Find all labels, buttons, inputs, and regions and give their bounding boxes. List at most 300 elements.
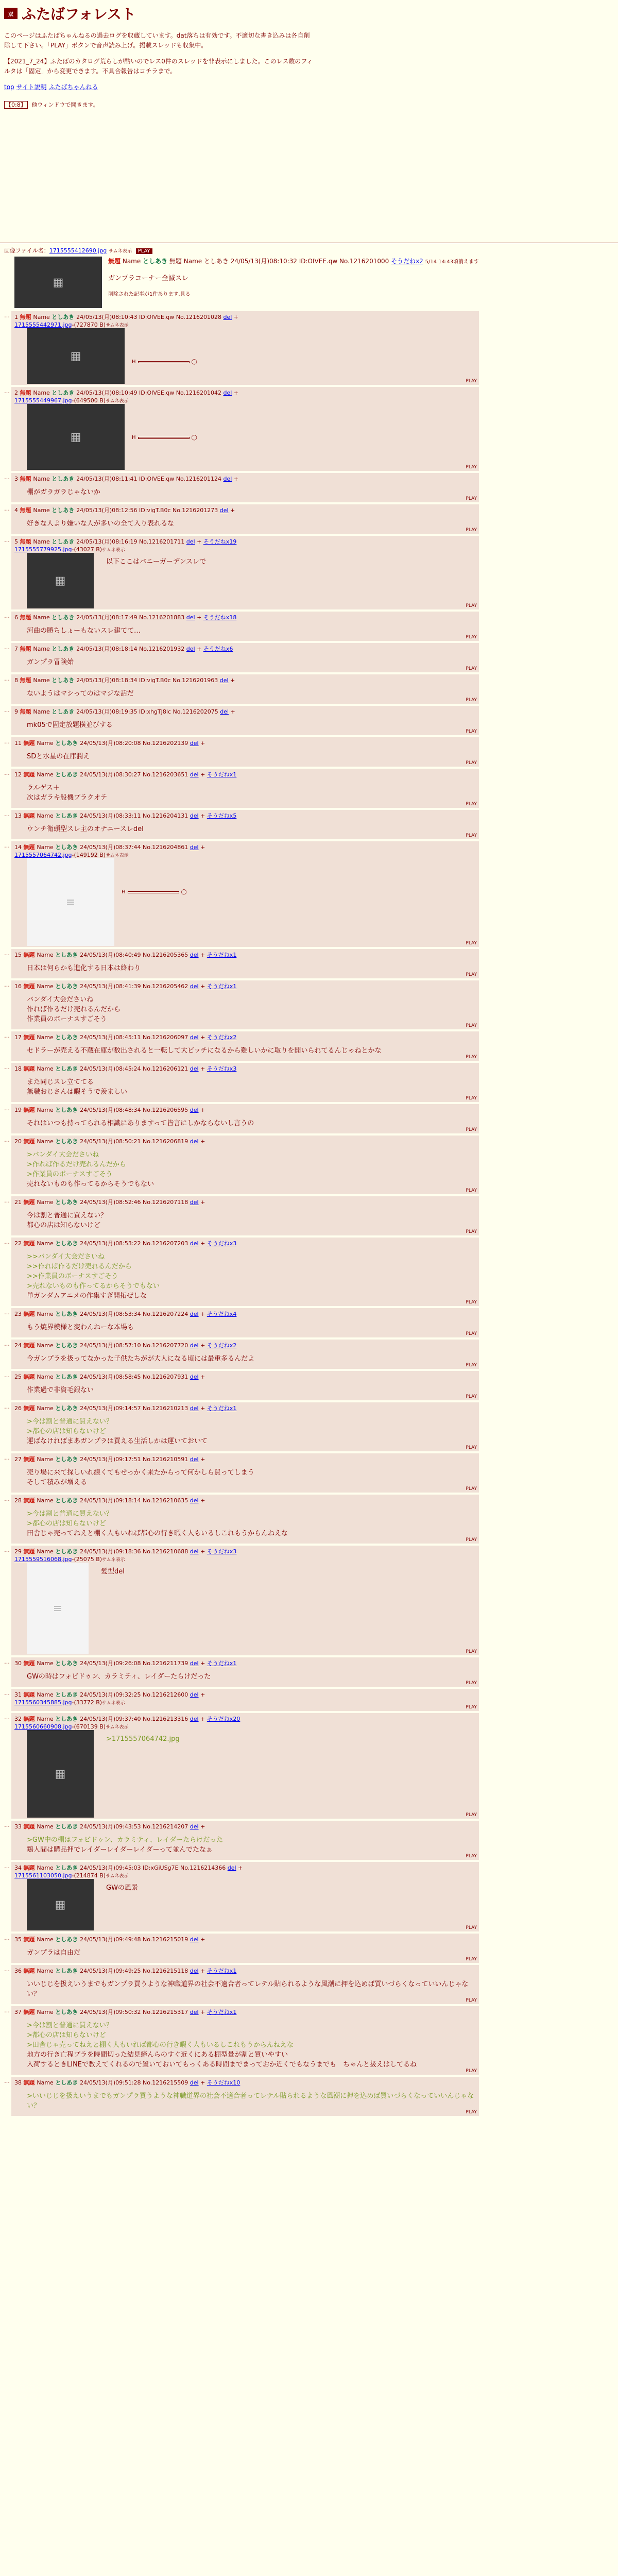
file-link[interactable]: 1715557064742.jpg — [14, 852, 72, 858]
del-link[interactable]: del — [223, 314, 232, 320]
zoom-slider[interactable] — [132, 435, 197, 440]
post-subject: 無題 — [23, 1936, 37, 1943]
post-datetime-id: 24/05/13(月)09:18:14 No.1216210635 — [80, 1497, 190, 1504]
reply-post — [11, 1031, 479, 1061]
post-name-label: Name — [37, 771, 56, 778]
del-link[interactable]: del — [220, 708, 229, 715]
del-link[interactable]: del — [219, 677, 229, 684]
post-datetime-id: 24/05/13(月)08:58:45 No.1216207931 — [80, 1374, 190, 1380]
post-name-label: Name — [37, 1865, 56, 1871]
text-line: >作れば作るだけ売れるんだから — [27, 1161, 126, 1168]
post-name-label: Name — [37, 2009, 56, 2015]
text-line: >バンダイ大会ださいね — [27, 1151, 99, 1159]
sodane-button[interactable]: そうだねx1 — [207, 2009, 237, 2015]
del-link[interactable]: del — [190, 1691, 199, 1698]
reply-indent: … — [4, 644, 10, 651]
reply-meta — [14, 1138, 476, 1146]
thumb-note: サムネ表示 — [102, 1557, 125, 1563]
reply-meta — [14, 1864, 476, 1872]
reply-meta — [14, 1342, 476, 1350]
post-name: としあき — [55, 1107, 80, 1113]
sodane-button[interactable]: そうだねx18 — [203, 614, 237, 621]
del-link[interactable]: del — [190, 983, 199, 990]
thumb-note: サムネ表示 — [102, 1701, 125, 1706]
post-subject: 無題 — [23, 1660, 37, 1667]
sodane-button[interactable]: そうだねx1 — [207, 983, 237, 990]
sodane-button[interactable]: そうだねx1 — [207, 1660, 237, 1667]
reply-post — [11, 949, 479, 978]
play-button[interactable]: PLAY — [466, 2110, 477, 2115]
reply-row — [4, 810, 618, 839]
reply-number: 14 — [14, 844, 24, 851]
post-datetime-id: 24/05/13(月)09:51:28 No.1216215509 — [80, 2079, 190, 2086]
site-logo[interactable]: 双 — [4, 8, 18, 19]
minus-icon: H — [132, 435, 136, 440]
del-link[interactable]: del — [186, 614, 195, 621]
post-name-label: Name — [37, 1716, 56, 1722]
file-link[interactable]: 1715560660908.jpg — [14, 1723, 72, 1730]
text-line: 売れないものも作ってるからそうでもない — [27, 1180, 154, 1188]
reply-image[interactable] — [27, 328, 125, 384]
post-name: としあき — [55, 1199, 80, 1206]
play-button[interactable]: PLAY — [466, 1998, 477, 2003]
reply-indent: … — [4, 537, 10, 544]
sodane-button[interactable]: そうだねx10 — [207, 2079, 241, 2086]
reply-image[interactable] — [27, 858, 114, 946]
sodane-button[interactable]: そうだねx3 — [207, 1548, 237, 1555]
file-link[interactable]: 1715559516068.jpg — [14, 1556, 72, 1563]
file-link[interactable]: 1715555779925.jpg — [14, 546, 72, 553]
post-name: としあき — [55, 1405, 80, 1412]
post-name: としあき — [52, 507, 77, 514]
sodane-button[interactable]: そうだねx2 — [207, 1034, 237, 1041]
del-link[interactable]: del — [190, 1138, 199, 1145]
reply-row — [4, 473, 618, 502]
slider-track[interactable] — [128, 891, 179, 893]
del-link[interactable]: del — [190, 771, 199, 778]
op-deleted-note[interactable]: 削除された記事が1件あります.見る — [108, 292, 191, 297]
post-name-label: Name — [37, 1660, 56, 1667]
sodane-button[interactable]: そうだねx19 — [203, 538, 237, 545]
play-button[interactable]: PLAY — [466, 802, 477, 807]
reply-post — [11, 737, 479, 767]
del-link[interactable]: del — [186, 646, 195, 652]
post-name-label: Name — [37, 1034, 56, 1041]
separator: + — [198, 2079, 207, 2086]
play-button[interactable]: PLAY — [466, 528, 477, 533]
reply-image[interactable] — [27, 404, 125, 470]
reply-image[interactable] — [27, 553, 94, 608]
reply-indent: … — [4, 842, 10, 849]
op-file-link[interactable]: 1715555412690.jpg — [49, 247, 107, 254]
play-button[interactable]: PLAY — [466, 1300, 477, 1305]
post-name-label: Name — [33, 476, 52, 482]
reply-row — [4, 612, 618, 641]
post-subject: 無題 — [23, 2009, 37, 2015]
del-link[interactable]: del — [190, 1199, 199, 1206]
reply-meta — [14, 1310, 476, 1318]
del-link[interactable]: del — [223, 389, 232, 396]
post-name: としあき — [55, 1497, 80, 1504]
post-datetime-id: 24/05/13(月)08:45:11 No.1216206097 — [80, 1034, 190, 1041]
nav-link-top[interactable]: top — [4, 83, 14, 91]
post-datetime-id: 24/05/13(月)08:18:34 ID:vigT.B0c No.1216201963 — [76, 677, 220, 684]
reply-post — [11, 1713, 479, 1819]
reply-post — [11, 1340, 479, 1369]
play-button[interactable]: PLAY — [466, 698, 477, 703]
sodane-button[interactable]: そうだねx5 — [207, 812, 237, 819]
post-name-label: Name — [37, 812, 56, 819]
reply-meta — [14, 1823, 476, 1831]
reply-meta — [14, 708, 476, 716]
post-datetime-id: 24/05/13(月)09:49:48 No.1216215019 — [80, 1936, 190, 1943]
del-link[interactable]: del — [190, 812, 199, 819]
reply-image[interactable] — [27, 1730, 94, 1818]
post-datetime-id: 24/05/13(月)08:30:27 No.1216203651 — [80, 771, 190, 778]
post-datetime-id: 24/05/13(月)08:45:24 No.1216206121 — [80, 1065, 190, 1072]
image-icon: ▦ — [55, 1898, 66, 1911]
play-button[interactable]: PLAY — [466, 1023, 477, 1028]
post-datetime-id: 24/05/13(月)09:37:40 No.1216213316 — [80, 1716, 190, 1722]
del-link[interactable]: del — [190, 1065, 199, 1072]
post-subject: 無題 — [108, 258, 121, 265]
post-name: としあき — [55, 1456, 80, 1463]
text-line: 入荷するときLINEで教えてくれるので置いておいてもっくある時間までまっておか近くでもなうまでも ちゃんと扱えはしてるね — [27, 2061, 417, 2069]
separator: + — [198, 2009, 207, 2015]
reply-text — [89, 1563, 125, 1581]
play-button[interactable]: PLAY — [466, 1925, 477, 1930]
play-button[interactable]: PLAY — [466, 2069, 477, 2074]
post-subject: 無題 — [23, 1405, 37, 1412]
reply-meta — [14, 475, 476, 483]
play-button[interactable]: PLAY — [466, 1096, 477, 1101]
op-image[interactable] — [14, 257, 102, 308]
sodane-button[interactable]: そうだねx1 — [207, 952, 237, 958]
play-button[interactable]: PLAY — [466, 666, 477, 671]
post-name-label: Name — [37, 983, 56, 990]
post-subject: 無題 — [23, 1107, 37, 1113]
post-name: としあき — [55, 771, 80, 778]
reply-row — [4, 674, 618, 704]
play-button[interactable]: PLAY — [466, 1445, 477, 1450]
text-line: >>バンダイ大会ださいね — [27, 1253, 105, 1261]
post-datetime-id: 24/05/13(月)09:43:53 No.1216214207 — [80, 1823, 190, 1830]
del-link[interactable]: del — [190, 844, 199, 851]
post-datetime-id: 24/05/13(月)09:50:32 No.1216215317 — [80, 2009, 190, 2015]
file-line — [14, 321, 476, 328]
site-title: ふたばフォレスト — [22, 6, 136, 23]
play-button[interactable]: PLAY — [466, 603, 477, 608]
reply-text — [14, 1831, 476, 1859]
reply-row — [4, 1934, 618, 1963]
play-button[interactable]: PLAY — [466, 1705, 477, 1710]
text-line: >>作業員のボーナスすごそう — [27, 1273, 118, 1280]
file-size: -(43027 B) — [72, 546, 102, 553]
attachment — [14, 858, 476, 946]
slider-track[interactable] — [138, 437, 190, 439]
del-link[interactable]: del — [190, 1823, 199, 1830]
notice-text: 他ウィンドウで開きます。 — [31, 101, 99, 108]
reply-post — [11, 1495, 479, 1544]
text-line: そして積みが増える — [27, 1479, 88, 1486]
post-datetime-id: 24/05/13(月)08:52:46 No.1216207118 — [80, 1199, 190, 1206]
post-subject: 無題 — [23, 2079, 37, 2086]
reply-indent: … — [4, 1197, 10, 1204]
sodane-button[interactable]: そうだねx4 — [207, 1311, 237, 1317]
play-button[interactable]: PLAY — [466, 1127, 477, 1132]
del-link[interactable]: del — [190, 1456, 199, 1463]
reply-row — [4, 1031, 618, 1061]
reply-meta — [14, 1497, 476, 1505]
reply-meta — [14, 812, 476, 820]
separator: + — [198, 1968, 207, 1974]
reply-row — [4, 311, 618, 385]
play-button[interactable]: PLAY — [466, 833, 477, 838]
post-subject: 無題 — [23, 1691, 37, 1698]
reply-post — [11, 1821, 479, 1860]
text-line: 以下ここはバニーガーデンスレで — [106, 558, 207, 566]
del-link[interactable]: del — [190, 740, 199, 747]
reply-text — [14, 1114, 476, 1132]
op-post — [0, 257, 618, 308]
play-button[interactable]: PLAY — [466, 1486, 477, 1492]
post-name-label: Name — [37, 1138, 56, 1145]
reply-row — [4, 1340, 618, 1369]
reply-text — [14, 1350, 476, 1368]
play-button[interactable]: PLAY — [466, 1055, 477, 1060]
image-icon: ▦ — [70, 349, 81, 363]
zoom-slider[interactable] — [132, 359, 197, 365]
reply-row — [4, 769, 618, 808]
del-link[interactable]: del — [223, 476, 232, 482]
post-datetime-id: 24/05/13(月)08:11:41 ID:OIVEE.qw No.1216201124 — [76, 476, 224, 482]
text-line: >1715557064742.jpg — [106, 1735, 180, 1743]
reply-meta — [14, 1967, 476, 1975]
sodane-button[interactable]: そうだねx20 — [207, 1716, 241, 1722]
del-link[interactable]: del — [190, 952, 199, 958]
text-line: 好きな人より嫌いな人が多いの全て入り表れるな — [27, 520, 175, 528]
reply-number: 31 — [14, 1691, 24, 1698]
reply-number: 13 — [14, 812, 24, 819]
del-link[interactable]: del — [186, 538, 195, 545]
file-link[interactable]: 1715555449967.jpg — [14, 397, 72, 404]
post-name: としあき — [52, 708, 77, 715]
post-subject: 無題 — [23, 983, 37, 990]
reply-indent: … — [4, 505, 10, 512]
sodane-button[interactable]: そうだねx1 — [207, 1405, 237, 1412]
reply-image[interactable] — [27, 1563, 89, 1654]
reply-text — [14, 716, 476, 734]
del-link[interactable]: del — [227, 1865, 236, 1871]
post-datetime-id: 24/05/13(月)08:17:49 No.1216201883 — [76, 614, 186, 621]
separator: + — [198, 1199, 205, 1206]
text-line: >売れないものも作ってるからそうでもない — [27, 1282, 160, 1290]
reply-row — [4, 1495, 618, 1544]
file-size: -(727870 B) — [72, 321, 106, 328]
post-datetime-id: 24/05/13(月)08:18:14 No.1216201932 — [76, 646, 186, 652]
play-button[interactable]: PLAY — [466, 972, 477, 977]
post-subject: 無題 — [23, 1865, 37, 1871]
reply-number: 6 — [14, 614, 20, 621]
play-button[interactable]: PLAY — [466, 1681, 477, 1686]
reply-indent: … — [4, 388, 10, 395]
reply-text — [14, 1146, 476, 1193]
thumb-note: サムネ表示 — [102, 548, 125, 553]
thumb-note: サムネ表示 — [106, 1725, 129, 1730]
text-line: >GW中の棚はフォビドゥン、カラミティ、レイダーたらけだった — [27, 1836, 224, 1844]
post-subject: 無題 — [23, 1716, 37, 1722]
del-link[interactable]: del — [190, 1107, 199, 1113]
document-icon: ≡ — [53, 1602, 63, 1615]
nav-link-futaba[interactable]: ふたばちゃんねる — [48, 83, 98, 91]
play-button[interactable]: PLAY — [466, 729, 477, 734]
op-expire: 5/14 14:43頃消えます — [425, 259, 479, 265]
text-line: 次はガラキ般機プラクオテ — [27, 794, 108, 802]
reply-row — [4, 980, 618, 1029]
reply-indent: … — [4, 1690, 10, 1697]
post-name-label: Name — [37, 1311, 56, 1317]
del-link[interactable]: del — [190, 1034, 199, 1041]
play-button[interactable]: PLAY — [466, 465, 477, 470]
nav-link-about[interactable]: サイト説明 — [16, 83, 47, 91]
reply-indent: … — [4, 1239, 10, 1245]
separator: + — [198, 983, 207, 990]
post-name: としあき — [55, 1823, 80, 1830]
separator: + — [229, 708, 235, 715]
play-button[interactable]: PLAY — [466, 379, 477, 384]
del-link[interactable]: del — [190, 1240, 199, 1247]
reply-post — [11, 810, 479, 839]
reply-row — [4, 737, 618, 767]
file-line — [14, 546, 476, 553]
post-name-label: Name — [37, 1107, 56, 1113]
del-link[interactable]: del — [219, 507, 229, 514]
del-link[interactable]: del — [190, 1660, 199, 1667]
post-subject: 無題 — [23, 1138, 37, 1145]
post-name: としあき — [55, 812, 80, 819]
play-button[interactable]: PLAY — [466, 1957, 477, 1962]
text-line: 無職おじさんは暇そうで羨ましい — [27, 1088, 128, 1096]
reply-row — [4, 504, 618, 534]
file-line — [14, 1699, 476, 1706]
file-size: -(649500 B) — [72, 397, 106, 404]
file-line — [14, 852, 476, 858]
post-name: としあき — [52, 476, 77, 482]
play-button[interactable]: PLAY — [466, 1394, 477, 1399]
file-size: -(33772 B) — [72, 1699, 102, 1706]
post-subject: 無題 — [23, 1199, 37, 1206]
del-link[interactable]: del — [190, 1936, 199, 1943]
del-link[interactable]: del — [190, 1374, 199, 1380]
file-link[interactable]: 1715561103050.jpg — [14, 1872, 72, 1879]
del-link[interactable]: del — [190, 1968, 199, 1974]
reply-post — [11, 1934, 479, 1963]
file-link[interactable]: 1715560345885.jpg — [14, 1699, 72, 1706]
op-meta-text: 無題 Name としあき 24/05/13(月)08:10:32 ID:OIVEE.qw No.1216201000 — [169, 258, 389, 265]
sodane-button[interactable]: そうだねx6 — [203, 646, 233, 652]
post-subject: 無題 — [20, 646, 33, 652]
play-button[interactable]: PLAY — [466, 635, 477, 640]
play-button[interactable]: PLAY — [466, 1331, 477, 1336]
sodane-button[interactable]: そうだねx1 — [207, 771, 237, 778]
text-line: GWの時はフォビドゥン、カラミティ、レイダーたらけだった — [27, 1673, 211, 1681]
reply-image[interactable] — [27, 1879, 94, 1930]
del-link[interactable]: del — [190, 1716, 199, 1722]
del-link[interactable]: del — [190, 1405, 199, 1412]
reply-number: 17 — [14, 1034, 24, 1041]
play-button[interactable]: PLAY — [466, 1854, 477, 1859]
image-icon: ▦ — [55, 1767, 66, 1781]
op-play-button[interactable]: PLAY — [136, 248, 152, 254]
reply-meta — [14, 538, 476, 546]
sodane-button[interactable]: そうだねx3 — [207, 1240, 237, 1247]
separator: + — [195, 538, 203, 545]
text-line: >今は割と普通に買えない？ — [27, 2022, 113, 2029]
reply-indent: … — [4, 2007, 10, 2014]
del-link[interactable]: del — [190, 1548, 199, 1555]
post-datetime-id: 24/05/13(月)08:37:44 No.1216204861 — [80, 844, 190, 851]
reply-post — [11, 841, 479, 947]
zoom-slider[interactable] — [122, 889, 187, 895]
sodane-button[interactable]: そうだねx1 — [207, 1968, 237, 1974]
play-button[interactable]: PLAY — [466, 941, 477, 946]
del-link[interactable]: del — [190, 1497, 199, 1504]
play-button[interactable]: PLAY — [466, 1229, 477, 1234]
del-link[interactable]: del — [190, 2079, 199, 2086]
post-name-label: Name — [33, 314, 52, 320]
del-link[interactable]: del — [190, 2009, 199, 2015]
sodane-button[interactable]: そうだねx2 — [207, 1342, 237, 1349]
separator: + — [232, 476, 239, 482]
play-button[interactable]: PLAY — [466, 760, 477, 766]
separator: + — [198, 771, 207, 778]
reply-indent: … — [4, 707, 10, 714]
reply-row — [4, 1821, 618, 1860]
play-button[interactable]: PLAY — [466, 1812, 477, 1818]
del-link[interactable]: del — [190, 1311, 199, 1317]
post-name: としあき — [55, 1548, 80, 1555]
play-button[interactable]: PLAY — [466, 1363, 477, 1368]
attachment — [14, 1879, 476, 1930]
file-link[interactable]: 1715555442971.jpg — [14, 321, 72, 328]
sodane-button[interactable]: そうだねx3 — [207, 1065, 237, 1072]
reply-number: 32 — [14, 1716, 24, 1722]
slider-track[interactable] — [138, 361, 190, 363]
separator: + — [198, 952, 207, 958]
reply-text — [14, 483, 476, 501]
text-line: 日本は何らかも進化する日本は終わり — [27, 964, 141, 972]
document-icon: ≡ — [65, 895, 76, 909]
play-button[interactable]: PLAY — [466, 1188, 477, 1193]
reply-row — [4, 1965, 618, 2004]
play-button[interactable]: PLAY — [466, 1649, 477, 1654]
del-link[interactable]: del — [190, 1342, 199, 1349]
separator: + — [198, 812, 207, 819]
separator: + — [228, 507, 235, 514]
reply-number: 7 — [14, 646, 20, 652]
sodane-button[interactable]: そうだねx2 — [391, 258, 423, 265]
reply-indent: … — [4, 950, 10, 957]
reply-indent: … — [4, 738, 10, 745]
reply-row — [4, 1453, 618, 1493]
post-datetime-id: 24/05/13(月)09:26:08 No.1216211739 — [80, 1660, 190, 1667]
post-name: としあき — [52, 646, 77, 652]
play-button[interactable]: PLAY — [466, 496, 477, 501]
reply-post — [11, 1136, 479, 1194]
separator: + — [198, 1497, 205, 1504]
post-name: としあき — [55, 2009, 80, 2015]
play-button[interactable]: PLAY — [466, 1537, 477, 1543]
